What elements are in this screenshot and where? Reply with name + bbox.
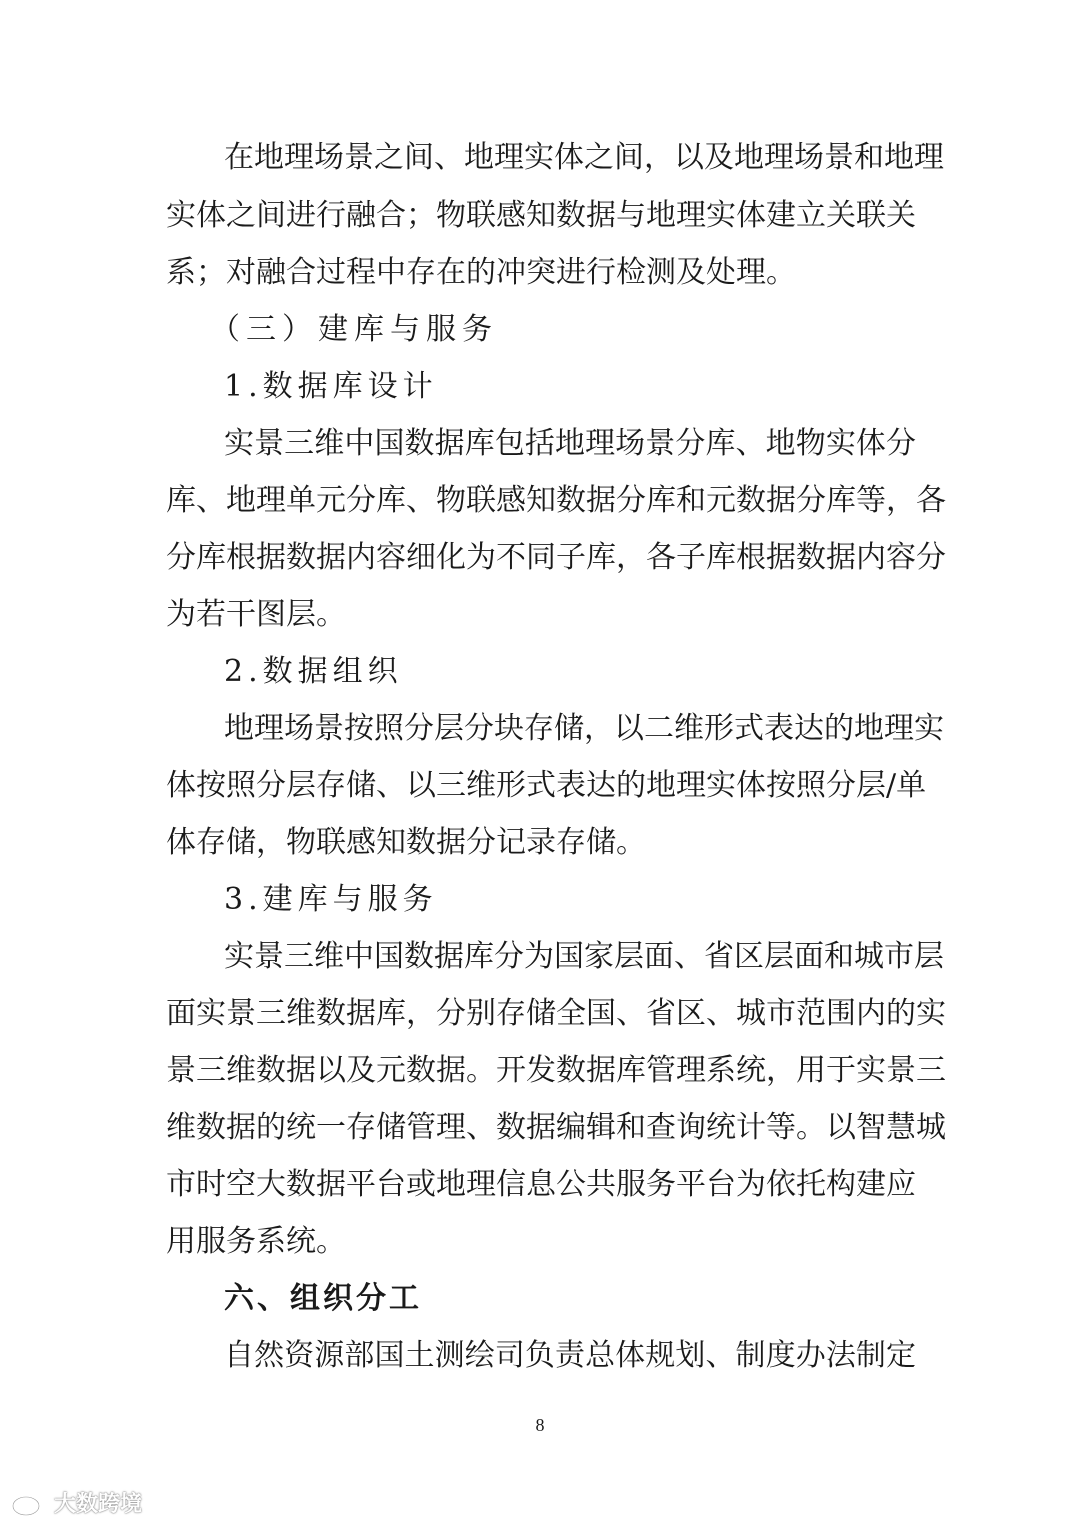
paragraph-2-line-1: 实景三维中国数据库包括地理场景分库、地物实体分	[224, 426, 916, 461]
item-3-heading: 3.建库与服务	[224, 882, 438, 917]
paragraph-4-line-4: 维数据的统一存储管理、数据编辑和查询统计等。以智慧城	[166, 1110, 946, 1145]
paragraph-2-line-4: 为若干图层。	[166, 597, 346, 632]
paragraph-1-line-2: 实体之间进行融合；物联感知数据与地理实体建立关联关	[166, 198, 916, 233]
paragraph-2-line-2: 库、地理单元分库、物联感知数据分库和元数据分库等，各	[166, 483, 946, 518]
paragraph-4-line-3: 景三维数据以及元数据。开发数据库管理系统，用于实景三	[166, 1053, 946, 1088]
paragraph-3-line-1: 地理场景按照分层分块存储，以二维形式表达的地理实	[224, 711, 944, 746]
watermark-text: 大数跨境	[54, 1492, 143, 1517]
watermark	[10, 1487, 142, 1518]
weibo-logo-icon	[10, 1489, 48, 1517]
page-number: 8	[535, 1415, 545, 1435]
paragraph-3-line-2: 体按照分层存储、以三维形式表达的地理实体按照分层/单	[166, 768, 927, 803]
paragraph-1-line-1: 在地理场景之间、地理实体之间，以及地理场景和地理	[224, 140, 944, 175]
paragraph-4-line-1: 实景三维中国数据库分为国家层面、省区层面和城市层	[224, 939, 944, 974]
section-6-heading: 六、组织分工	[224, 1281, 422, 1316]
paragraph-1-line-3: 系；对融合过程中存在的冲突进行检测及处理。	[166, 255, 796, 290]
paragraph-4-line-5: 市时空大数据平台或地理信息公共服务平台为依托构建应	[166, 1167, 916, 1202]
paragraph-5-line-1: 自然资源部国土测绘司负责总体规划、制度办法制定	[224, 1338, 916, 1373]
paragraph-4-line-6: 用服务系统。	[166, 1224, 346, 1259]
paragraph-2-line-3: 分库根据数据内容细化为不同子库，各子库根据数据内容分	[166, 540, 946, 575]
section-3-heading: （三）建库与服务	[210, 312, 498, 347]
item-1-heading: 1.数据库设计	[224, 369, 438, 404]
item-2-heading: 2.数据组织	[224, 654, 403, 689]
paragraph-4-line-2: 面实景三维数据库，分别存储全国、省区、城市范围内的实	[166, 996, 946, 1031]
paragraph-3-line-3: 体存储，物联感知数据分记录存储。	[166, 825, 646, 860]
